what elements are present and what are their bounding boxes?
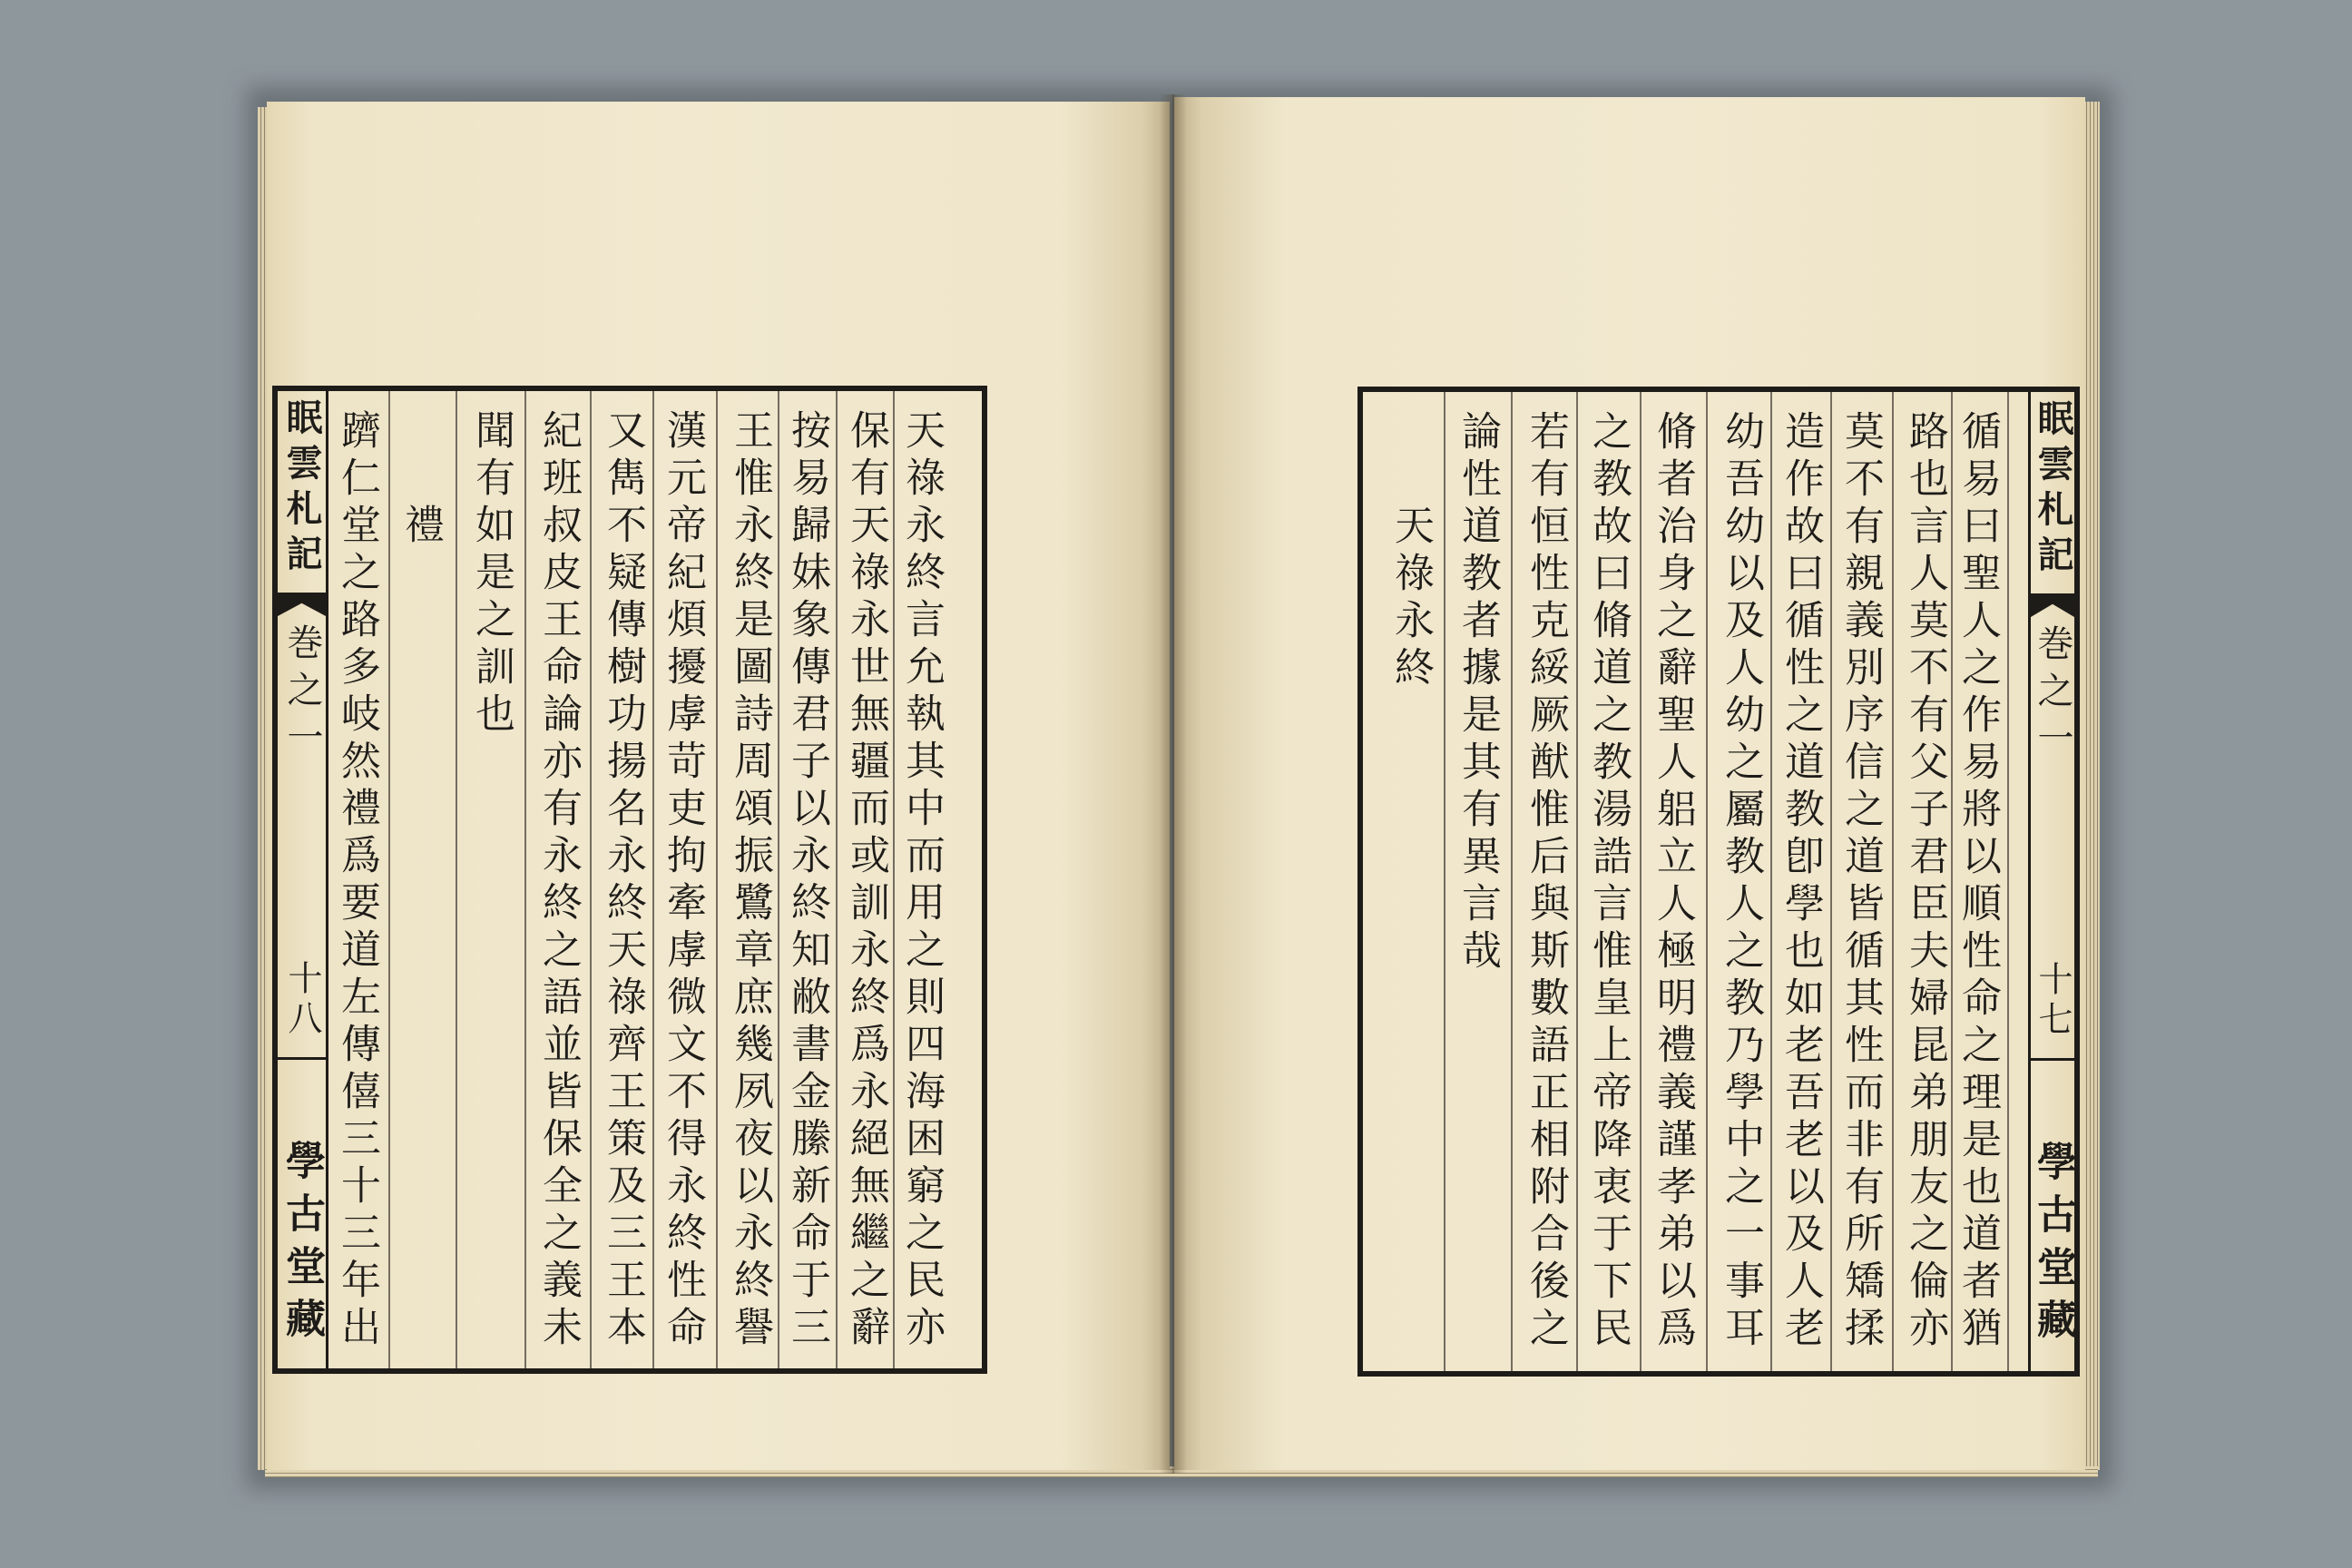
column-rule <box>1640 392 1642 1371</box>
column-rule <box>1706 392 1708 1371</box>
section-heading: 禮 <box>397 504 444 551</box>
column-rule <box>716 391 718 1368</box>
column-rule <box>590 391 592 1368</box>
text-column: 論性道教者據是其有異言哉 <box>1455 410 1501 976</box>
text-column: 幼吾幼以及人幼之屬教人之教乃學中之一事耳 <box>1718 410 1764 1354</box>
text-column: 又雋不疑傳樹功揚名永終天祿齊王策及三王本 <box>600 409 646 1353</box>
column-rule <box>1576 392 1578 1371</box>
text-column: 之教故曰脩道之教湯誥言惟皇上帝降衷于下民 <box>1585 410 1632 1354</box>
banxin-divider <box>278 1057 326 1060</box>
banxin-rule <box>326 391 328 1368</box>
text-column: 天祿永終言允執其中而用之則四海困窮之民亦 <box>898 409 945 1353</box>
text-column: 路也言人莫不有父子君臣夫婦昆弟朋友之倫亦 <box>1902 410 1948 1354</box>
column-rule <box>524 391 526 1368</box>
text-column: 聞有如是之訓也 <box>468 409 514 740</box>
text-column: 造作故曰循性之道教卽學也如老吾老以及人老 <box>1778 410 1824 1354</box>
column-rule <box>456 391 457 1368</box>
text-column: 按易歸妹象傳君子以永終知敝書金縢新命于三 <box>784 409 830 1353</box>
column-rule <box>1892 392 1894 1371</box>
banxin-left <box>278 391 326 1368</box>
text-column: 脩者治身之辭聖人躳立人極明禮義謹孝弟以爲 <box>1650 410 1696 1354</box>
text-frame-right <box>1357 387 2080 1377</box>
column-rule <box>652 391 654 1368</box>
banxin-collection: 學古堂藏 <box>2030 1141 2076 1351</box>
text-column: 若有恒性克綏厥猷惟后與斯數語正相附合後之 <box>1523 410 1569 1354</box>
column-rule <box>1770 392 1772 1371</box>
text-column: 循易曰聖人之作易將以順性命之理是也道者猶 <box>1955 410 2001 1354</box>
text-column: 紀班叔皮王命論亦有永終之語並皆保全之義未 <box>535 409 582 1353</box>
text-column: 躋仁堂之路多岐然禮爲要道左傳僖三十三年出 <box>334 409 380 1353</box>
column-rule <box>778 391 779 1368</box>
fishtail-mark <box>2031 593 2074 617</box>
column-rule <box>1444 392 1446 1371</box>
column-rule <box>2007 392 2009 1371</box>
fishtail-mark <box>278 593 326 616</box>
banxin-title: 眠雲札記 <box>2032 399 2074 581</box>
banxin-right <box>2031 392 2074 1371</box>
column-rule <box>1830 392 1832 1371</box>
banxin-leaf-number: 十八 <box>282 960 322 1040</box>
column-rule <box>388 391 390 1368</box>
text-frame-left <box>272 386 987 1374</box>
banxin-title: 眠雲札記 <box>280 398 323 580</box>
right-page <box>1174 97 2085 1470</box>
column-rule <box>1511 392 1513 1371</box>
left-page <box>267 102 1170 1470</box>
text-column: 莫不有親義別序信之道皆循其性而非有所矯揉 <box>1838 410 1884 1354</box>
text-column: 漢元帝紀煩擾虖苛吏拘牽虖微文不得永終性命 <box>660 409 706 1353</box>
column-rule <box>836 391 838 1368</box>
text-column: 保有天祿永世無疆而或訓永終爲永絕無繼之辭 <box>843 409 889 1353</box>
text-column: 王惟永終是圖詩周頌振鷺章庶幾夙夜以永終譽 <box>727 409 773 1353</box>
banxin-divider <box>2031 1058 2074 1061</box>
banxin-collection: 學古堂藏 <box>279 1140 325 1350</box>
book-gutter <box>1160 94 1187 1474</box>
banxin-volume: 巻之一 <box>2032 624 2073 766</box>
banxin-volume: 巻之一 <box>281 623 323 765</box>
column-rule <box>893 391 895 1368</box>
section-heading: 天祿永終 <box>1387 505 1434 693</box>
banxin-leaf-number: 十七 <box>2033 961 2073 1041</box>
